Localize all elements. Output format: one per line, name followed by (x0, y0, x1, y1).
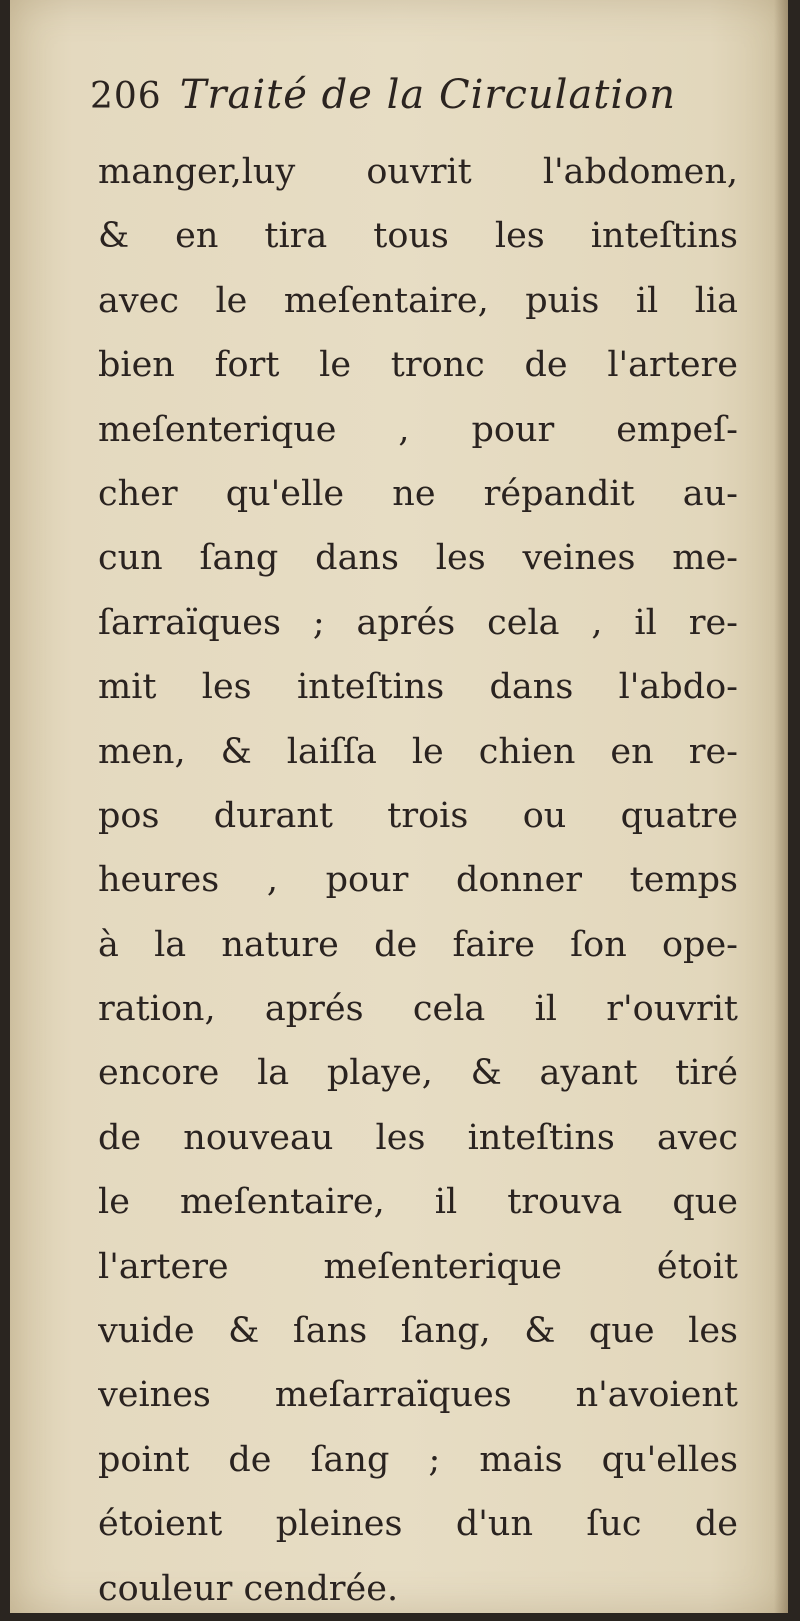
text-line: & en tira tous les inteſtins (98, 216, 738, 257)
text-line: veines meſarraïques n'avoient (98, 1375, 738, 1416)
text-line: pos durant trois ou quatre (98, 795, 738, 836)
text-line: l'artere meſenterique étoit (98, 1246, 738, 1287)
text-line: étoient pleines d'un ſuc de (98, 1504, 738, 1545)
text-line: bien fort le tronc de l'artere (98, 345, 738, 386)
text-line: meſenterique , pour empeſ- (98, 409, 738, 450)
text-line: le meſentaire, il trouva que (98, 1182, 738, 1223)
book-page (10, 0, 788, 1613)
text-line: vuide & ſans ſang, & que les (98, 1311, 738, 1352)
page-number: 206 (90, 76, 162, 117)
text-line: cher qu'elle ne répandit au- (98, 473, 738, 514)
text-line: mit les inteſtins dans l'abdo- (98, 667, 738, 708)
text-line: encore la playe, & ayant tiré (98, 1053, 738, 1094)
text-line: men, & laiſſa le chien en re- (98, 731, 738, 772)
text-line: manger,luy ouvrit l'abdomen, (98, 152, 738, 192)
text-line: ſarraïques ; aprés cela , il re- (98, 602, 738, 643)
text-line: à la nature de faire ſon ope- (98, 924, 738, 965)
text-line: couleur cendrée. (98, 1568, 399, 1609)
text-line: ration, aprés cela il r'ouvrit (98, 989, 738, 1030)
running-title: Traité de la Circulation (179, 72, 677, 118)
body-text (98, 140, 738, 1621)
text-line: de nouveau les inteſtins avec (98, 1117, 738, 1158)
text-line: cun ſang dans les veines me- (98, 538, 738, 579)
text-line: point de ſang ; mais qu'elles (98, 1439, 738, 1480)
text-line: heures , pour donner temps (98, 860, 738, 901)
running-head (90, 72, 676, 136)
text-line: avec le meſentaire, puis il lia (98, 280, 738, 321)
